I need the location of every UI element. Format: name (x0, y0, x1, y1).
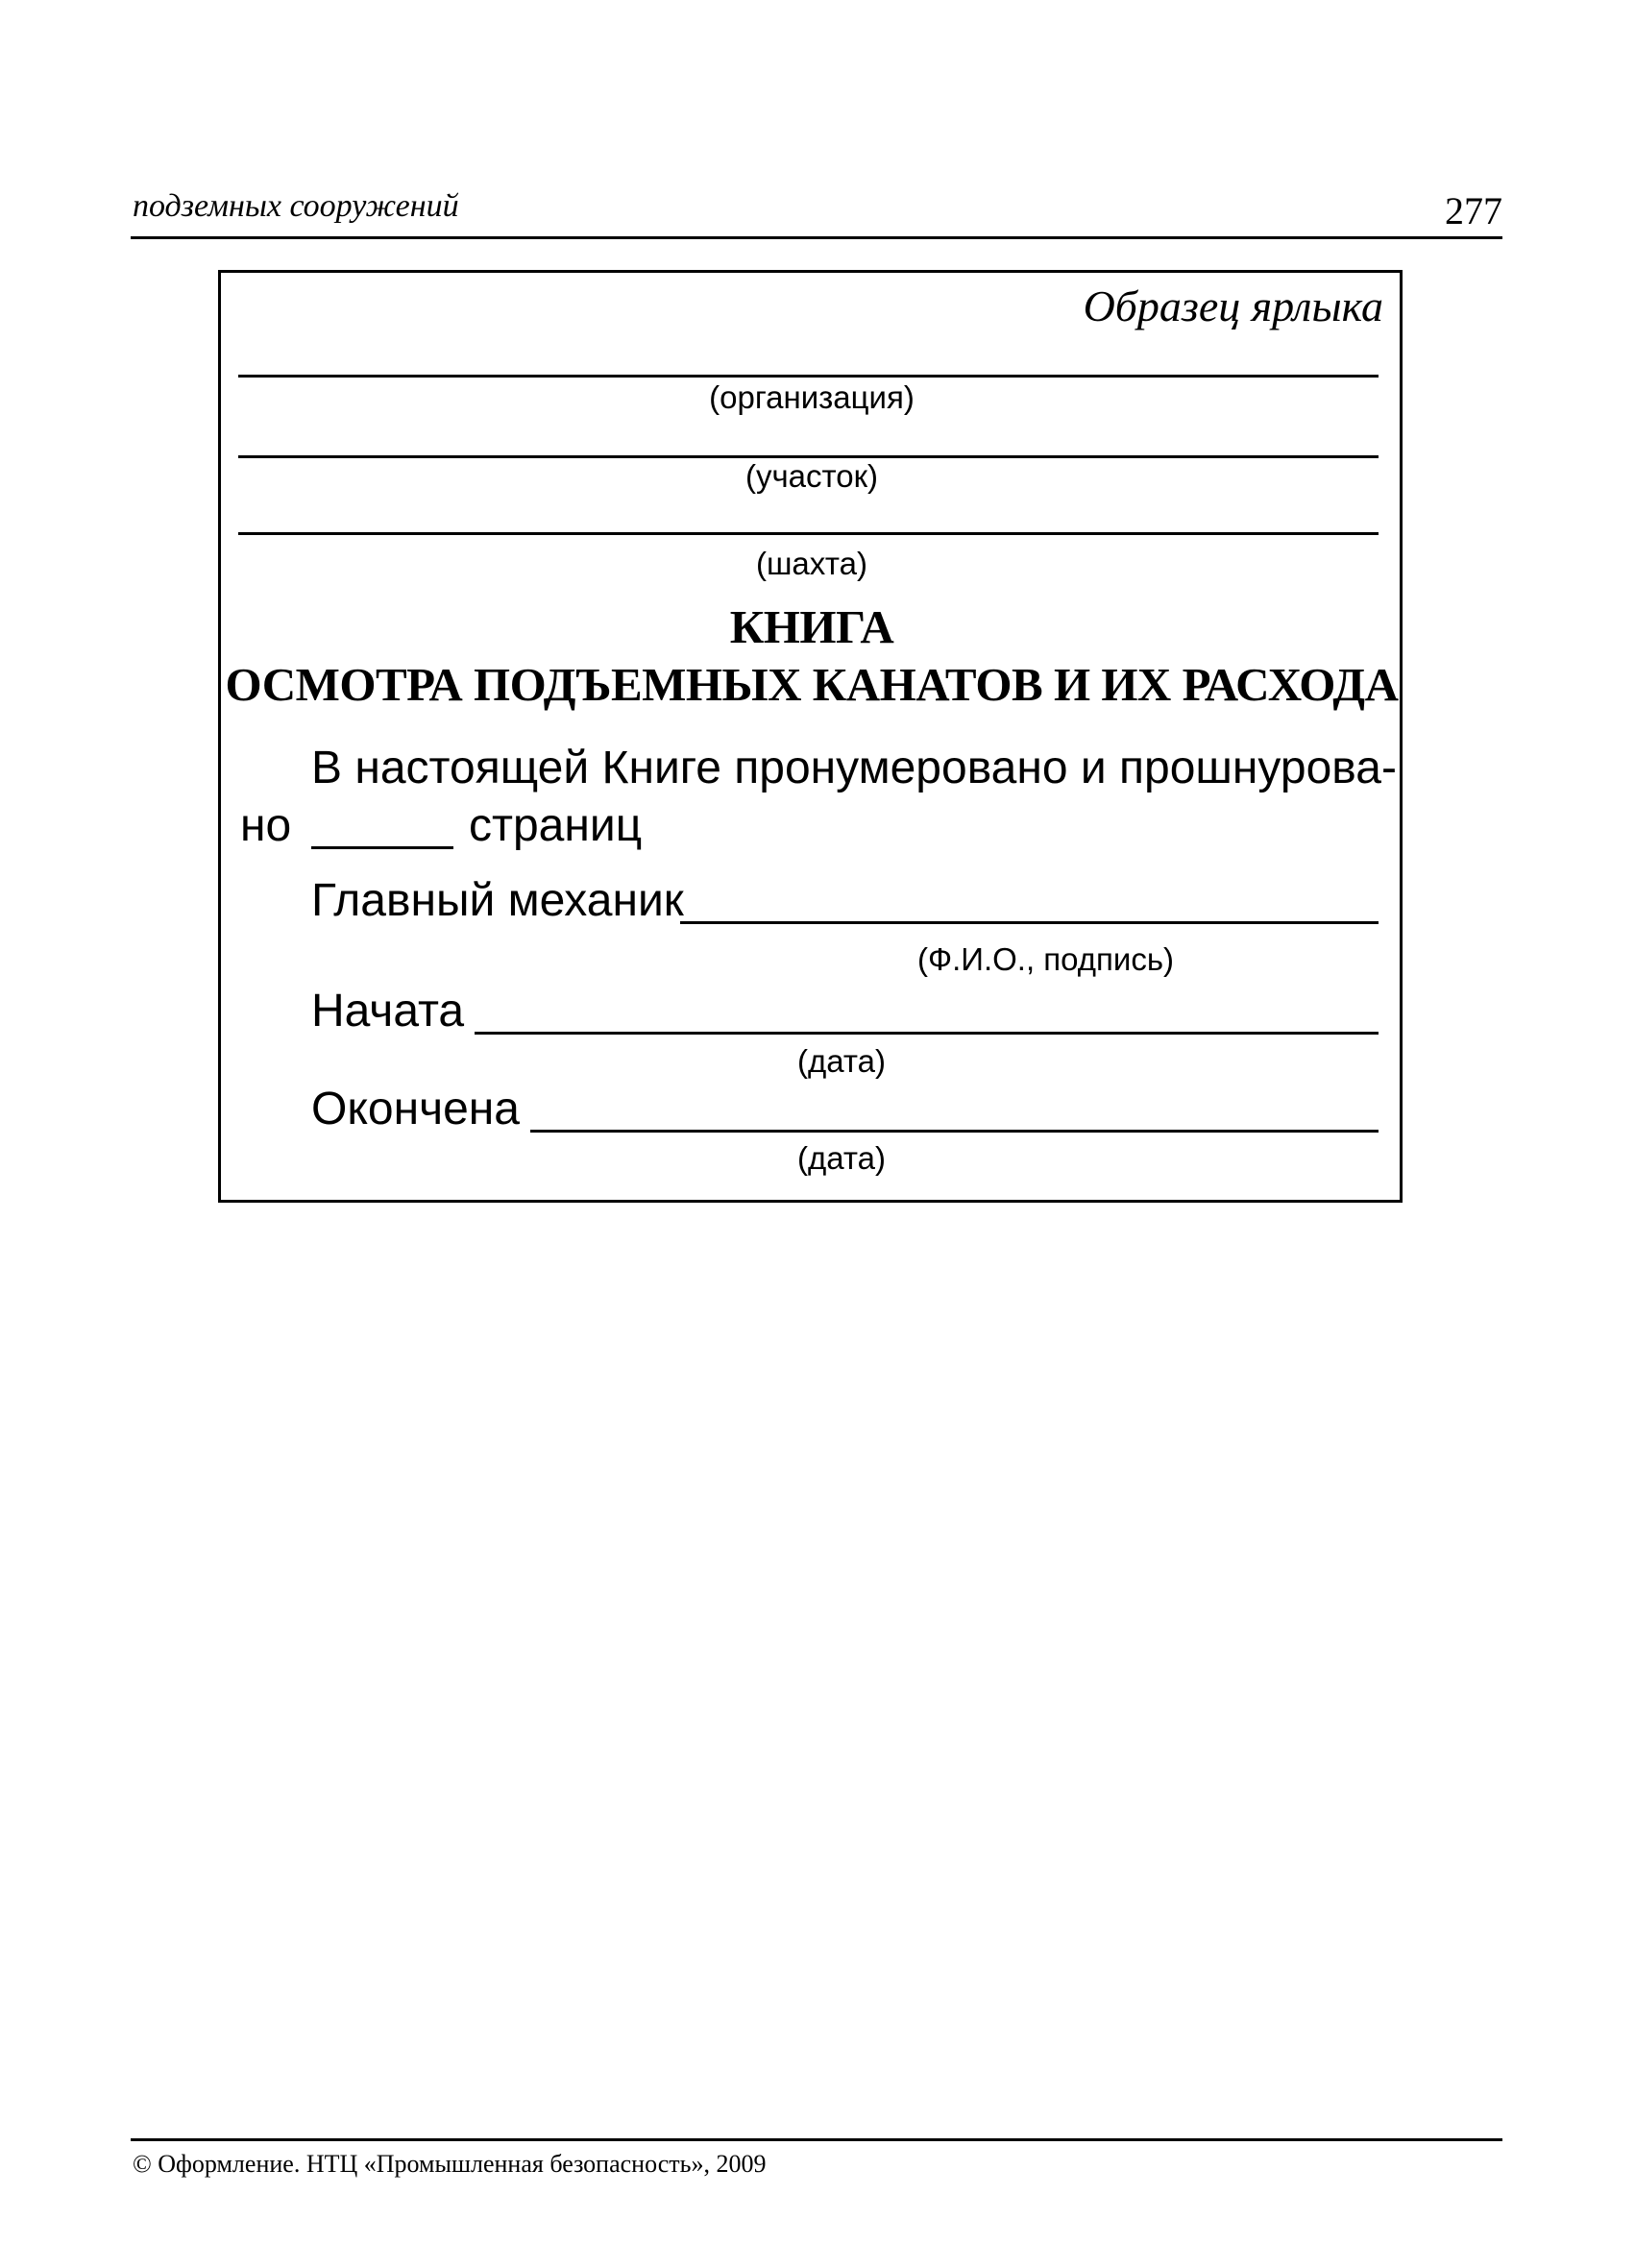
page-count-blank-line (311, 846, 453, 849)
pages-statement-line-1: В настоящей Книге пронумеровано и прошнурова- (311, 743, 1397, 793)
chief-mechanic-caption: (Ф.И.О., подпись) (917, 941, 1175, 977)
finished-line (530, 1130, 1379, 1133)
chief-mechanic-label: Главный механик (311, 875, 684, 926)
site-caption: (участок) (744, 458, 879, 494)
organization-line (238, 375, 1379, 378)
mine-caption: (шахта) (755, 546, 868, 581)
pages-statement-suffix: страниц (469, 800, 643, 851)
page-number: 277 (1445, 189, 1502, 232)
organization-caption: (организация) (709, 379, 915, 415)
started-caption: (дата) (797, 1043, 886, 1079)
book-title-line-1: КНИГА (729, 600, 894, 653)
mine-line (238, 532, 1379, 535)
sample-label-title: Образец ярлыка (1083, 281, 1383, 330)
header-rule (131, 236, 1502, 239)
pages-statement-prefix: но (240, 800, 292, 851)
chief-mechanic-line (680, 921, 1379, 924)
finished-label: Окончена (311, 1084, 520, 1134)
finished-caption: (дата) (797, 1140, 886, 1176)
started-line (475, 1032, 1379, 1035)
running-header-title: подземных сооружений (133, 188, 459, 224)
book-title-line-2: ОСМОТРА ПОДЪЕМНЫХ КАНАТОВ И ИХ РАСХОДА (225, 658, 1399, 711)
started-label: Начата (311, 986, 465, 1036)
footer-rule (131, 2138, 1502, 2141)
footer-copyright: © Оформление. НТЦ «Промышленная безопасность», 2009 (133, 2150, 767, 2178)
